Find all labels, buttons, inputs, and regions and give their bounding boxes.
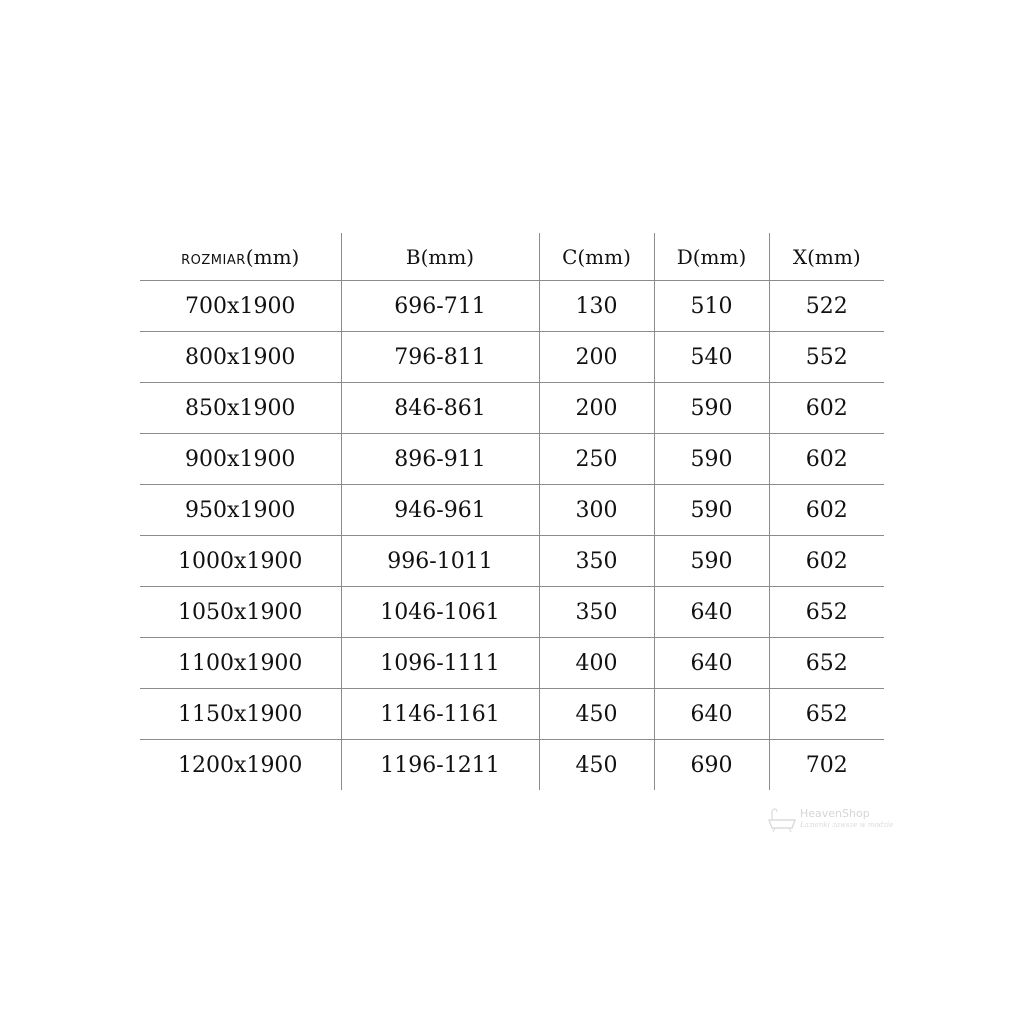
cell-c: 350: [539, 536, 654, 587]
cell-rozmiar: 850x1900: [140, 383, 341, 434]
cell-rozmiar: 900x1900: [140, 434, 341, 485]
cell-rozmiar: 1150x1900: [140, 689, 341, 740]
table-row: [140, 281, 884, 332]
cell-x: 552: [769, 332, 884, 383]
cell-b: 996-1011: [341, 536, 539, 587]
watermark-tagline: Łazienki zawsze w modzie: [800, 821, 894, 829]
table-row: [140, 383, 884, 434]
cell-x: 652: [769, 689, 884, 740]
cell-b: 1096-1111: [341, 638, 539, 689]
table-row: [140, 332, 884, 383]
header-x: X(mm): [769, 233, 884, 281]
cell-rozmiar: 950x1900: [140, 485, 341, 536]
cell-d: 590: [654, 434, 769, 485]
cell-c: 200: [539, 383, 654, 434]
heavenshop-watermark: [766, 805, 894, 835]
cell-c: 400: [539, 638, 654, 689]
table-row: [140, 638, 884, 689]
cell-b: 1046-1061: [341, 587, 539, 638]
table-row: [140, 434, 884, 485]
cell-b: 696-711: [341, 281, 539, 332]
cell-x: 652: [769, 587, 884, 638]
cell-x: 602: [769, 536, 884, 587]
cell-b: 796-811: [341, 332, 539, 383]
cell-c: 350: [539, 587, 654, 638]
table-row: [140, 587, 884, 638]
cell-rozmiar: 1200x1900: [140, 740, 341, 791]
header-rozmiar: ROZMIAR(mm): [140, 233, 341, 281]
cell-x: 602: [769, 485, 884, 536]
watermark-name: HeavenShop: [800, 807, 870, 820]
cell-c: 200: [539, 332, 654, 383]
dimensions-table: [140, 233, 884, 790]
cell-d: 590: [654, 383, 769, 434]
cell-x: 702: [805, 752, 848, 778]
cell-x: 522: [769, 281, 884, 332]
cell-d: 640: [654, 689, 769, 740]
table-row: [140, 689, 884, 740]
cell-b: 1146-1161: [341, 689, 539, 740]
table-row: [140, 536, 884, 587]
cell-b: 1196-1211: [341, 740, 539, 791]
cell-b: 946-961: [341, 485, 539, 536]
cell-c: 450: [539, 740, 654, 791]
cell-d: 690: [654, 740, 769, 791]
cell-rozmiar: 1050x1900: [140, 587, 341, 638]
cell-d: 540: [654, 332, 769, 383]
cell-rozmiar: 800x1900: [140, 332, 341, 383]
cell-c: 250: [539, 434, 654, 485]
bathtub-icon: [766, 806, 798, 834]
cell-d: 590: [654, 485, 769, 536]
cell-rozmiar: 1000x1900: [140, 536, 341, 587]
cell-rozmiar: 1100x1900: [140, 638, 341, 689]
cell-x: 602: [769, 383, 884, 434]
cell-d: 640: [654, 587, 769, 638]
cell-b: 846-861: [341, 383, 539, 434]
cell-d: 640: [654, 638, 769, 689]
cell-rozmiar: 700x1900: [140, 281, 341, 332]
header-c: C(mm): [539, 233, 654, 281]
cell-b: 896-911: [341, 434, 539, 485]
table-row: [140, 740, 884, 791]
cell-c: 300: [539, 485, 654, 536]
header-row: [140, 233, 884, 281]
header-b: B(mm): [341, 233, 539, 281]
cell-c: 130: [539, 281, 654, 332]
cell-x: 602: [769, 434, 884, 485]
table-row: [140, 485, 884, 536]
header-d: D(mm): [654, 233, 769, 281]
cell-d: 510: [654, 281, 769, 332]
cell-x: 652: [769, 638, 884, 689]
cell-d: 590: [654, 536, 769, 587]
cell-c: 450: [539, 689, 654, 740]
